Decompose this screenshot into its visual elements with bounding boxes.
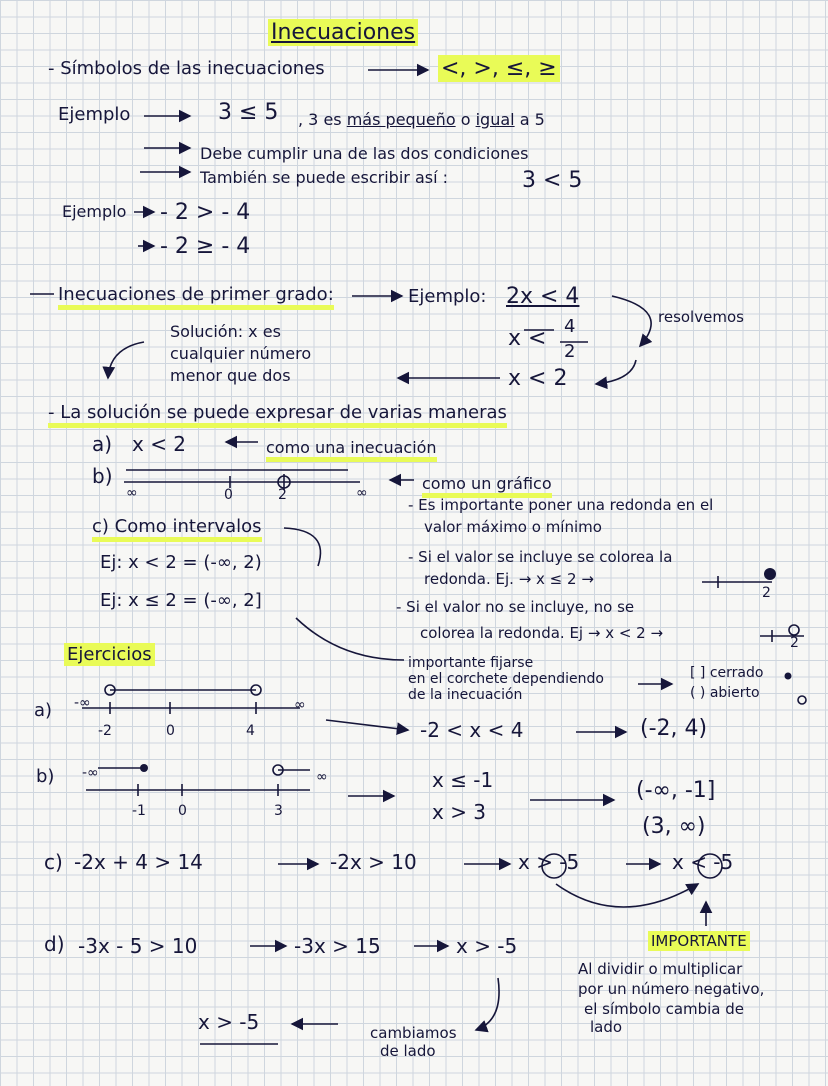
- exercise-b-label: b): [36, 766, 55, 787]
- exercise-d-expr: -3x - 5 > 10: [78, 934, 198, 958]
- exercise-a-tick-5: ∞: [294, 697, 306, 713]
- first-degree-eq2-num: 4: [564, 316, 576, 337]
- exercise-a-interval: (-2, 4): [640, 716, 708, 741]
- open-marker: [798, 696, 806, 704]
- way-b-tick-3: 2: [278, 487, 287, 503]
- symbols-list: <, >, ≤, ≥: [438, 58, 560, 80]
- exercise-d-label: d): [44, 932, 65, 956]
- arrow-exercise-a: [326, 720, 408, 730]
- important-label: IMPORTANTE: [648, 934, 750, 949]
- solution-line3: menor que dos: [170, 366, 291, 385]
- exercise-a-tick-4: 4: [246, 723, 255, 739]
- ways-label: - La solución se puede expresar de varias maneras: [48, 404, 507, 422]
- exercise-b-ineq2: x > 3: [432, 800, 487, 824]
- exercise-d-note-line2: de lado: [380, 1042, 436, 1060]
- first-degree-eq2-den: 2: [564, 341, 576, 362]
- curve-solution: [108, 342, 144, 378]
- first-degree-note: resolvemos: [658, 308, 744, 326]
- first-degree-label: Inecuaciones de primer grado:: [58, 286, 334, 304]
- note2-line1: - Si el valor se incluye se colorea la: [408, 548, 673, 566]
- important-line1: Al dividir o multiplicar: [578, 960, 743, 978]
- first-degree-eq1: 2x < 4: [506, 284, 580, 309]
- first-degree-example-label: Ejemplo:: [408, 286, 487, 307]
- exercise-c-step2: x > -5: [518, 850, 580, 874]
- example2-line2: - 2 ≥ - 4: [160, 234, 251, 259]
- exercise-a-tick-3: 0: [166, 723, 175, 739]
- note2-line2: redonda. Ej. → x ≤ 2 →: [424, 570, 594, 588]
- curve-resolve-1: [612, 296, 651, 346]
- solution-line1: Solución: x es: [170, 322, 281, 341]
- exercise-b-interval2: (3, ∞): [642, 814, 706, 839]
- note3-tick: 2: [790, 635, 799, 651]
- closed-note: [ ] cerrado: [690, 665, 764, 681]
- page-title: Inecuaciones: [268, 22, 418, 44]
- solution-line2: cualquier número: [170, 344, 312, 363]
- example1-expr: 3 ≤ 5: [218, 100, 279, 125]
- exercise-d-step1: -3x > 15: [294, 934, 381, 958]
- curve-resolve-2: [596, 360, 636, 384]
- first-degree-eq2-lhs: x <: [508, 326, 547, 351]
- exercise-b-filled-circle: [140, 764, 148, 772]
- bracket-note-line2: en el corchete dependiendo: [408, 671, 604, 687]
- note3-open-circle: [789, 625, 799, 635]
- way-a-expr: x < 2: [132, 432, 187, 456]
- bracket-note-line3: de la inecuación: [408, 687, 523, 703]
- example1-note1: Debe cumplir una de las dos condiciones: [200, 144, 529, 163]
- exercise-c-label: c): [44, 850, 63, 874]
- important-line2: por un número negativo,: [578, 980, 765, 998]
- way-c-ej2: Ej: x ≤ 2 = (-∞, 2]: [100, 590, 262, 611]
- important-line4: lado: [590, 1018, 623, 1036]
- curve-exercise-c: [556, 884, 698, 907]
- exercise-b-tick-2: -1: [132, 803, 146, 819]
- exercise-d-step2: x > -5: [456, 934, 518, 958]
- exercise-c-expr: -2x + 4 > 14: [74, 850, 203, 874]
- way-c-label: c) Como intervalos: [92, 518, 262, 536]
- way-b-tick-2: 0: [224, 487, 233, 503]
- curve-way-c: [284, 528, 320, 566]
- open-note: ( ) abierto: [690, 685, 760, 701]
- way-b-tick-4: ∞: [356, 485, 368, 501]
- exercise-a-tick-2: -2: [98, 723, 112, 739]
- exercises-label: Ejercicios: [64, 646, 155, 664]
- exercise-b-interval1: (-∞, -1]: [636, 778, 716, 803]
- first-degree-eq3: x < 2: [508, 366, 568, 391]
- exercise-d-result: x > -5: [198, 1010, 260, 1034]
- exercise-b-tick-4: 3: [274, 803, 283, 819]
- way-a-note: como una inecuación: [266, 440, 437, 456]
- example1-note2: También se puede escribir así :: [200, 168, 449, 187]
- curve-bracket-note: [296, 618, 404, 660]
- example2-label: Ejemplo: [62, 202, 127, 221]
- exercise-c-circle-2: [698, 854, 722, 878]
- bracket-note-line1: importante fijarse: [408, 655, 534, 671]
- example1-label: Ejemplo: [58, 104, 131, 125]
- exercise-b-tick-3: 0: [178, 803, 187, 819]
- exercise-b-ineq1: x ≤ -1: [432, 768, 494, 792]
- way-c-ej1: Ej: x < 2 = (-∞, 2): [100, 552, 262, 573]
- closed-marker: [785, 673, 792, 680]
- exercise-c-step1: -2x > 10: [330, 850, 417, 874]
- important-line3: el símbolo cambia de: [584, 1000, 745, 1018]
- exercise-c-step3: x < -5: [672, 850, 734, 874]
- note2-filled-circle: [764, 568, 776, 580]
- note1-line2: valor máximo o mínimo: [424, 518, 602, 536]
- exercise-d-note-line1: cambiamos: [370, 1024, 457, 1042]
- way-b-note: como un gráfico: [422, 476, 552, 492]
- note2-tick: 2: [762, 585, 771, 601]
- exercise-a-label: a): [34, 700, 53, 721]
- exercise-a-ineq: -2 < x < 4: [420, 718, 524, 742]
- exercise-a-tick-1: -∞: [74, 695, 91, 711]
- way-b-label: b): [92, 464, 113, 488]
- note3-line1: - Si el valor no se incluye, no se: [396, 598, 635, 616]
- way-b-tick-1: ∞: [126, 485, 138, 501]
- note1-line1: - Es importante poner una redonda en el: [408, 496, 714, 514]
- example2-line1: - 2 > - 4: [160, 200, 251, 225]
- exercise-c-circle-1: [542, 854, 566, 878]
- symbols-label: - Símbolos de las inecuaciones: [48, 58, 325, 79]
- exercise-b-tick-1: -∞: [82, 765, 99, 781]
- exercise-b-tick-5: ∞: [316, 769, 328, 785]
- way-a-label: a): [92, 432, 113, 456]
- example1-explain: , 3 es más pequeño o igual a 5: [298, 110, 545, 129]
- note3-line2: colorea la redonda. Ej → x < 2 →: [420, 624, 664, 642]
- example1-note2-expr: 3 < 5: [522, 168, 583, 193]
- curve-exercise-d: [476, 978, 499, 1030]
